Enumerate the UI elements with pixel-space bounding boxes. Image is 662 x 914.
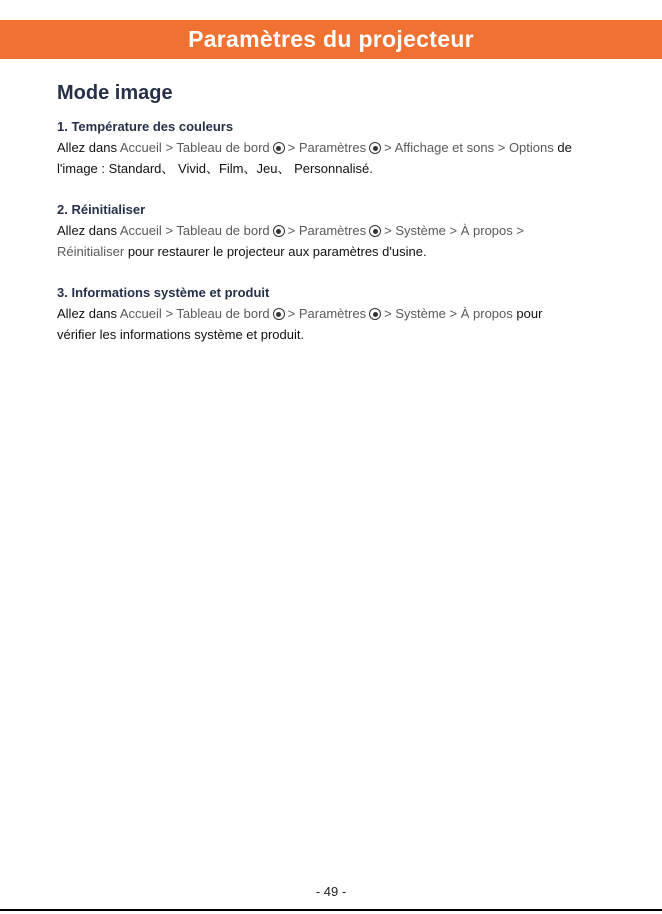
item-reset [57, 200, 617, 262]
item-system-info [57, 283, 617, 345]
menu-path-about: À propos [460, 223, 513, 238]
menu-path-dashboard: Tableau de bord [176, 306, 270, 321]
page-number: - 49 - [315, 884, 347, 899]
instruction-text: Allez dans [57, 223, 117, 238]
instruction-text: Allez dans [57, 140, 117, 155]
menu-path-home: Accueil [119, 140, 162, 155]
path-separator: > [516, 223, 524, 238]
menu-path-home: Accueil [119, 223, 162, 238]
path-separator: > [497, 140, 506, 155]
menu-path-home: Accueil [119, 306, 162, 321]
item-heading: 2. Réinitialiser [57, 202, 146, 217]
gear-icon [273, 308, 285, 320]
instruction-text: de [557, 140, 572, 155]
instruction-text: Allez dans [57, 306, 117, 321]
content [57, 82, 617, 366]
gear-icon [273, 225, 285, 237]
path-separator: > [384, 223, 392, 238]
path-separator: > [449, 223, 458, 238]
path-separator: > [165, 306, 174, 321]
menu-path-system: Système [395, 306, 446, 321]
path-separator: > [287, 223, 296, 238]
menu-path-options: Options [508, 140, 554, 155]
picture-modes-list: Standard、 Vivid、Film、Jeu、 Personnalisé [108, 161, 370, 176]
menu-path-settings: Paramètres [298, 140, 367, 155]
path-separator: > [384, 306, 392, 321]
menu-path-about: À propos [460, 306, 513, 321]
menu-path-settings: Paramètres [298, 223, 367, 238]
instruction-text: vérifier les informations système et produit [57, 327, 301, 342]
period: . [369, 161, 373, 176]
path-separator: > [165, 140, 174, 155]
bottom-rule [0, 909, 662, 911]
item-body [57, 220, 617, 262]
item-body [57, 303, 617, 345]
instruction-text: l'image : [57, 161, 106, 176]
item-heading: 3. Informations système et produit [57, 285, 270, 300]
instruction-text: pour restaurer le projecteur aux paramètres d'usine. [127, 244, 427, 259]
path-separator: > [287, 306, 296, 321]
menu-path-dashboard: Tableau de bord [176, 223, 270, 238]
path-separator: > [449, 306, 458, 321]
path-separator: > [287, 140, 296, 155]
path-separator: > [165, 223, 174, 238]
gear-icon [369, 225, 381, 237]
menu-path-settings: Paramètres [298, 306, 367, 321]
item-color-temperature [57, 117, 617, 179]
period: . [300, 327, 305, 342]
gear-icon [369, 142, 381, 154]
gear-icon [273, 142, 285, 154]
page-title: Paramètres du projecteur [188, 26, 474, 52]
menu-path-display-sound: Affichage et sons [394, 140, 495, 155]
path-separator: > [384, 140, 392, 155]
menu-path-reset: Réinitialiser [57, 244, 125, 259]
gear-icon [369, 308, 381, 320]
header-bar [0, 20, 662, 59]
item-heading: 1. Température des couleurs [57, 119, 234, 134]
item-body [57, 137, 617, 179]
instruction-text: pour [516, 306, 543, 321]
menu-path-system: Système [395, 223, 446, 238]
section-title: Mode image [57, 82, 173, 104]
menu-path-dashboard: Tableau de bord [176, 140, 270, 155]
